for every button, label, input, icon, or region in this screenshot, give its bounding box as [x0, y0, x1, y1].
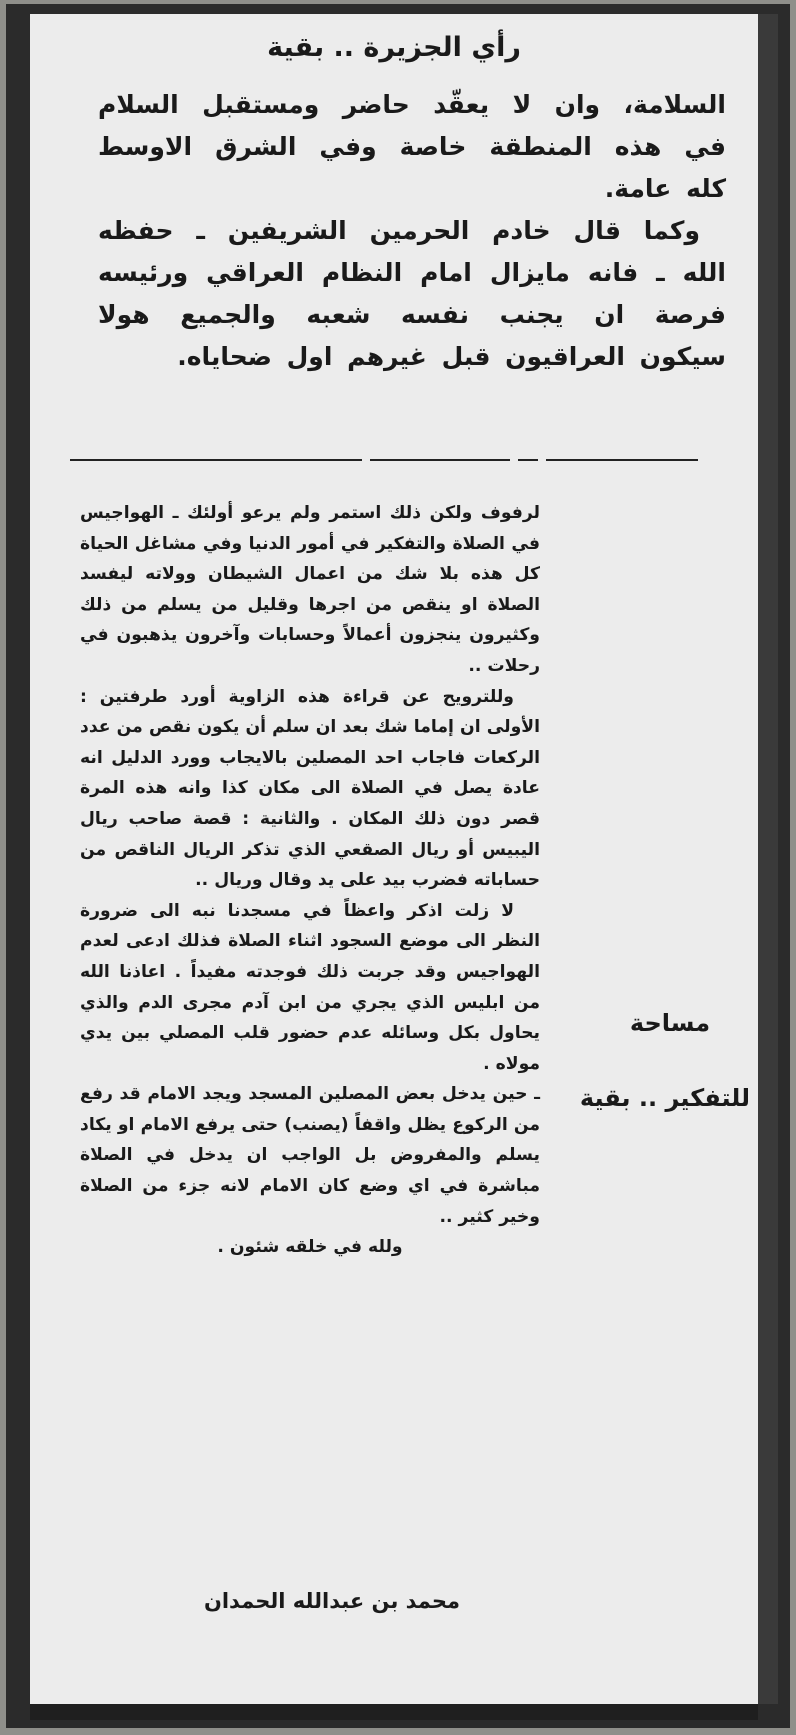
column-side-title: مساحة	[629, 1009, 711, 1037]
editorial-paragraph: وكما قال خادم الحرمين الشريفين ـ حفظه الله ـ فانه مايزال امام النظام العراقي ورئيسه فرصة ان يجنب نفسه شعبه والجميع هولا سيكون العراقيون قبل غيرهم اول ضحاياه.	[98, 216, 726, 371]
editorial-continuation	[98, 84, 726, 378]
closing-line: ولله في خلقه شئون .	[217, 1237, 403, 1258]
scan-edge	[30, 1704, 758, 1720]
column-paragraph: ـ حين يدخل بعض المصلين المسجد ويجد الامام قد رفع من الركوع يظل واقفاً (يصنب) حتى يرفع الامام او يكاد يسلم والمفروض بل الواجب ان يدخل في الصلاة مباشرة في اي وضع كان الامام لانه جزء من الصلاة وخير كثير ..	[80, 1084, 540, 1227]
column-paragraph: وللترويح عن قراءة هذه الزاوية أورد طرفتين : الأولى ان إماما شك بعد ان سلم أن يكون نقص من عدد الركعات فاجاب احد المصلين بالايجاب وورد الدليل انه عادة يصل في الصلاة الى مكان كذا وانه هذه المرة قصر دون ذلك المكان . والثانية : قصة صاحب ريال اليبيس أو ريال الصقعي الذي تذكر الريال الناقص من حساباته فضرب بيد على يد وقال وريال ..	[80, 686, 540, 891]
column-paragraph: لا زلت اذكر واعظاً في مسجدنا نبه الى ضرورة النظر الى موضع السجود اثناء الصلاة فذلك ادعى لعدم الهواجيس وقد جربت ذلك فوجدته مفيداً . اعاذنا الله من ابليس الذي يجري من ابن آدم مجرى الدم والذي يحاول بكل وسائله عدم حضور قلب المصلي بين يدي مولاه .	[80, 900, 540, 1074]
section-divider	[370, 459, 510, 461]
editorial-paragraph: السلامة، وان لا يعقّد حاضر ومستقبل السلام في هذه المنطقة خاصة وفي الشرق الاوسط كله عامة.	[98, 90, 726, 203]
column-side-title: للتفكير .. بقية	[579, 1084, 751, 1112]
section-divider	[546, 459, 698, 461]
author-signature: محمد بن عبدالله الحمدان	[203, 1589, 460, 1613]
headline: رأي الجزيرة .. بقية	[267, 32, 521, 63]
section-divider	[518, 459, 538, 461]
scan-edge	[758, 14, 778, 1704]
newspaper-clipping	[30, 14, 758, 1704]
column-paragraph: لرفوف ولكن ذلك استمر ولم يرعو أولئك ـ الهواجيس في الصلاة والتفكير في أمور الدنيا وفي مشاغل الحياة كل هذه بلا شك من اعمال الشيطان وولاته ليفسد الصلاة او ينقص من اجرها وقليل من يسلم من ذلك وكثيرون ينجزون أعمالاً وحسابات وآخرون يذهبون في رحلات ..	[80, 503, 540, 676]
column-body	[80, 498, 540, 1263]
section-divider	[70, 459, 362, 461]
